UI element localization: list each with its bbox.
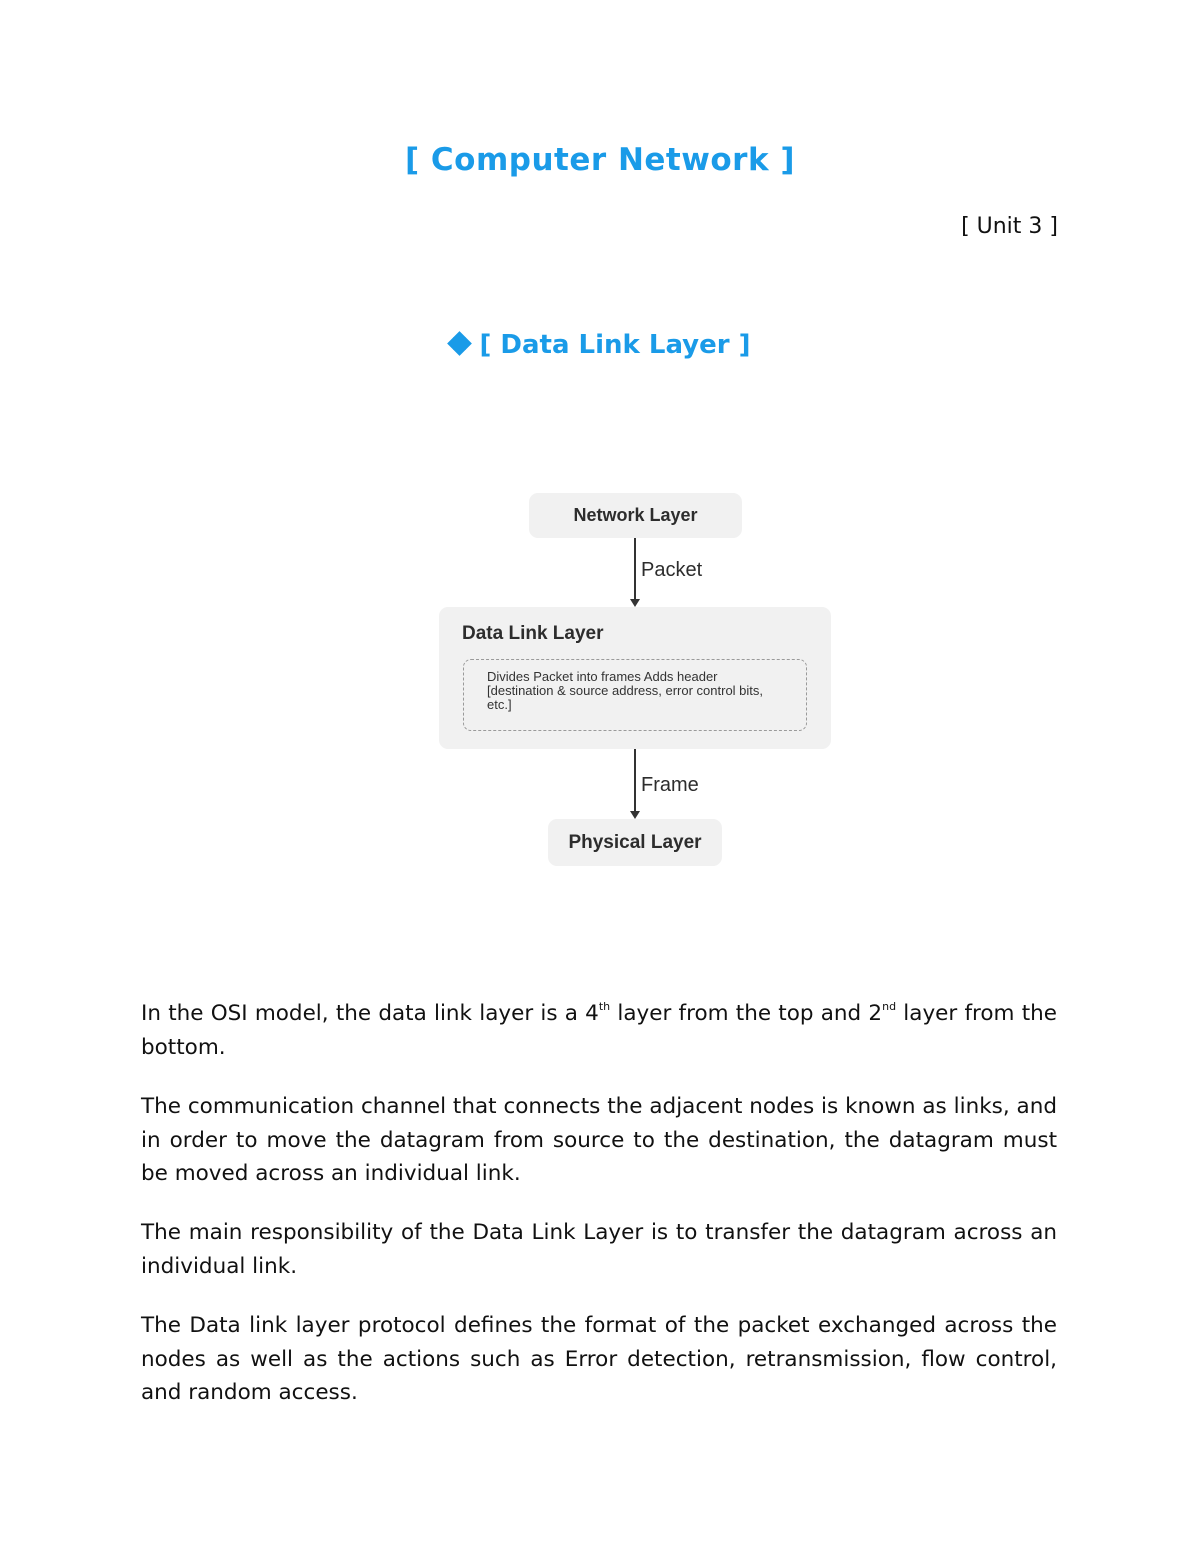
paragraph-main-responsibility: The main responsibility of the Data Link Layer is to transfer the datagram across an individual link. (141, 1220, 1057, 1279)
data-link-description: Divides Packet into frames Adds header [destination & source address, error control bits, etc.] (463, 659, 807, 731)
unit-label: [ Unit 3 ] (961, 214, 1058, 239)
section-heading (0, 330, 1200, 360)
p1-text-3: layer from the bottom. (141, 1001, 1057, 1060)
packet-label: Packet (641, 559, 703, 581)
p1-text-2: layer from the top and 2 (610, 1001, 883, 1026)
paragraph-osi-position (141, 997, 1057, 1064)
frame-arrow-head (630, 811, 640, 819)
p1-text-1: In the OSI model, the data link layer is a 4 (141, 1001, 599, 1026)
paragraph-communication-channel: The communication channel that connects the adjacent nodes is known as links, and in order to move the datagram from source to the destination, the datagram must be moved across an individual link. (141, 1094, 1057, 1186)
document-title: [ Computer Network ] (404, 142, 796, 178)
packet-arrow-head (630, 599, 640, 607)
data-link-layer-box (439, 607, 831, 749)
diamond-bullet-icon (449, 333, 471, 355)
data-link-layer-title: Data Link Layer (462, 623, 604, 644)
frame-label: Frame (641, 774, 699, 796)
physical-layer-box: Physical Layer (548, 819, 722, 866)
p1-sup-th: th (598, 1000, 611, 1013)
p1-sup-nd: nd (882, 1000, 897, 1013)
network-layer-box: Network Layer (529, 493, 742, 538)
paragraph-protocol-format: The Data link layer protocol defines the format of the packet exchanged across the nodes as well as the actions such as Error detection, retransmission, flow control, and random access. (141, 1313, 1057, 1405)
section-heading-text: [ Data Link Layer ] (479, 330, 751, 360)
